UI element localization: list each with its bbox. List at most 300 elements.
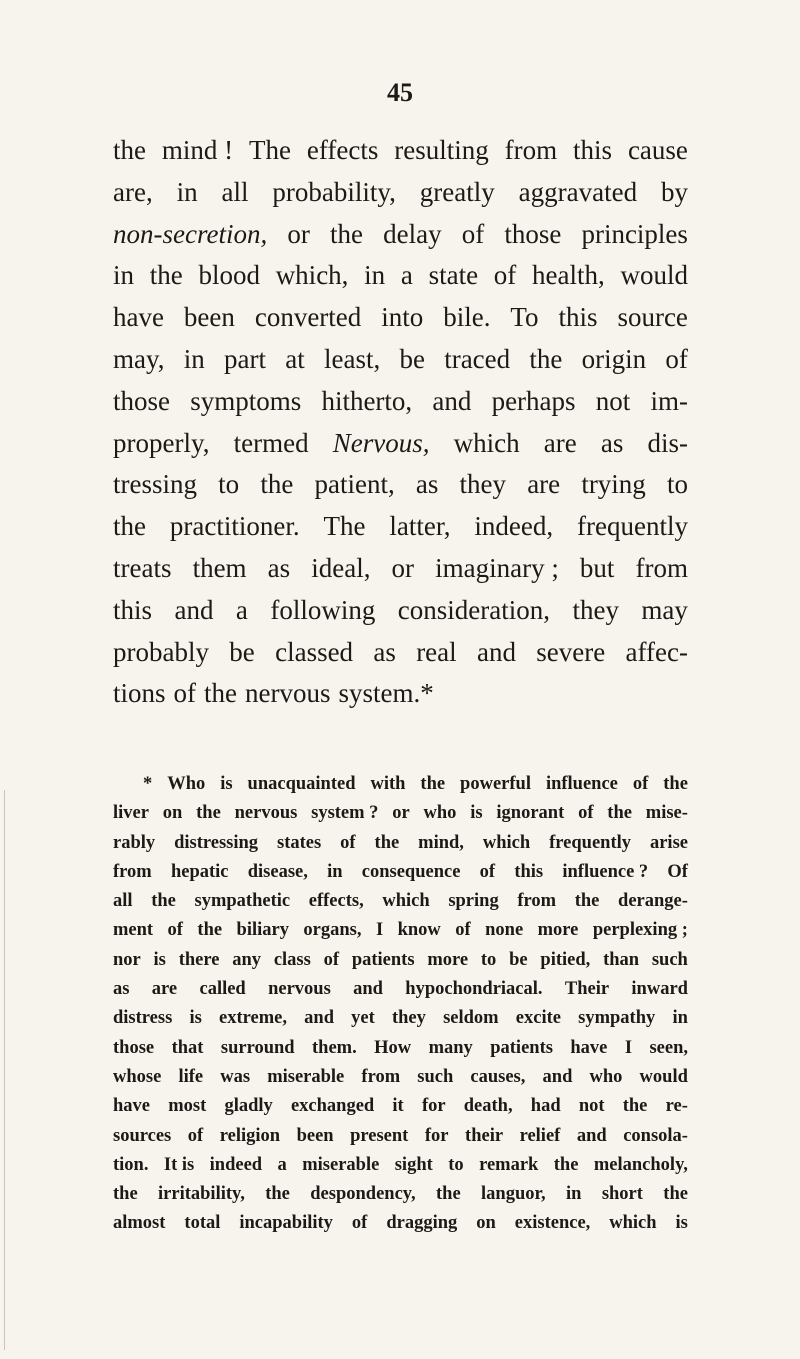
word: the [113,511,146,542]
word: blood [198,260,260,291]
footnote-line [113,1180,688,1209]
word: death, [463,1096,513,1117]
word: they [459,469,507,500]
word: or [392,803,410,824]
word: origin [581,343,647,374]
word: by [660,176,688,207]
word: The [323,511,366,542]
word: in [113,260,135,291]
word: distress [113,1008,173,1029]
word: of [479,861,496,882]
word: consequence [361,861,461,882]
word: of [578,803,594,824]
word: of [173,678,197,709]
word: this [558,302,598,333]
word: tion. [113,1154,149,1175]
footnote-line [113,1063,688,1092]
word: a [235,594,248,625]
word: sympathy [578,1008,656,1029]
word: re- [665,1096,688,1117]
word: not [578,1096,605,1117]
word: from [113,861,152,882]
word: short [601,1184,643,1205]
word: the [663,1184,688,1205]
footnote-line [113,1092,688,1121]
word: yet [351,1008,375,1029]
word: in [183,343,205,374]
word: existence, [514,1213,591,1234]
word: the [151,891,176,912]
word: at [285,343,305,374]
footnote-line [113,916,688,945]
word: total [184,1213,221,1234]
word: a [277,1154,287,1175]
word: than [603,949,640,970]
word: for [421,1096,446,1117]
word: part [224,343,266,374]
word: in [672,1008,688,1029]
word: as [600,427,624,458]
word: present [350,1125,409,1146]
word: was [220,1066,251,1087]
word: effects, [308,891,364,912]
body-line [113,172,688,214]
word: on [476,1213,496,1234]
word: I [375,920,384,941]
word: the [204,678,238,709]
word: surround [220,1037,295,1058]
word: most [168,1096,207,1117]
word: non-secretion, [113,218,268,249]
body-line [113,464,688,506]
word: mind, [418,832,464,853]
body-line [113,339,688,381]
word: such [417,1066,454,1087]
word: life [178,1066,204,1087]
word: those [113,385,170,416]
word: as [415,469,439,500]
word: bile. [443,302,491,333]
word: I [624,1037,633,1058]
word: latter, [389,511,451,542]
word: nervous [245,678,331,709]
word: from [635,552,688,583]
word: and [353,979,383,1000]
word: relief [519,1125,561,1146]
word: dragging [386,1213,458,1234]
word: ignorant [496,803,565,824]
word: are [543,427,577,458]
word: may, [113,343,165,374]
word: liver [113,803,149,824]
footnote-line [113,1004,688,1033]
word: Their [564,979,610,1000]
word: real [416,636,457,667]
word: affec- [625,636,688,667]
body-line [113,214,688,256]
word: or [287,218,310,249]
word: influence ? [562,861,649,882]
word: following [270,594,376,625]
word: the [529,343,563,374]
word: or [391,552,415,583]
word: of [455,920,471,941]
word: unacquainted [247,774,356,794]
word: hepatic [170,861,229,882]
word: of [351,1213,368,1234]
word: them [192,552,247,583]
word: hitherto, [321,385,413,416]
word: tions [113,678,166,709]
footnote-line [113,946,688,975]
body-line [113,673,688,715]
word: the [622,1096,648,1117]
word: in [176,176,198,207]
word: may [641,594,688,625]
word: is [675,1213,688,1234]
word: consideration, [397,594,551,625]
body-line [113,506,688,548]
word: religion [219,1125,281,1146]
body-line [113,590,688,632]
word: of [323,949,340,970]
word: know [397,920,441,941]
word: as [113,979,130,1000]
word: are, [113,176,153,207]
word: aggravated [518,176,638,207]
word: seen, [649,1037,688,1058]
word: the [607,803,632,824]
word: with [370,774,406,794]
word: be [229,636,255,667]
word: causes, [470,1066,526,1087]
word: but [579,552,615,583]
word: have [113,302,164,333]
word: principles [581,218,688,249]
word: health, [532,260,605,291]
word: incapability [239,1213,333,1234]
word: from [517,891,557,912]
word: patients [490,1037,553,1058]
word: and [174,594,214,625]
word: How [374,1037,412,1058]
word: frequently [549,832,632,853]
word: resulting [394,135,489,165]
word: sight [394,1154,433,1175]
word: organs, [303,920,362,941]
word: is [220,774,233,794]
word: the [113,135,146,165]
word: ideal, [311,552,371,583]
footnote-line [113,1122,688,1151]
word: exchanged [290,1096,375,1117]
word: pitied, [540,949,591,970]
word: this [573,135,613,165]
word: into [381,302,424,333]
word: been [183,302,235,333]
word: from [504,135,558,165]
footnote-line [113,829,688,858]
word: perhaps [491,385,576,416]
word: the [149,260,183,291]
word: probability, [272,176,396,207]
word: seldom [443,1008,499,1029]
word: probably [113,636,209,667]
word: the [265,1184,290,1205]
word: many [428,1037,473,1058]
word: nervous [234,803,298,824]
word: nervous [268,979,331,1000]
word: languor, [481,1184,546,1205]
word: severe [536,636,606,667]
word: irritability, [158,1184,245,1205]
word: a [400,260,413,291]
word: of [632,774,649,794]
word: patients [351,949,415,970]
word: them. [312,1037,357,1058]
footnote-line [113,887,688,916]
word: consola- [623,1125,688,1146]
word: effects [306,135,379,165]
word: extreme, [219,1008,287,1029]
word: their [465,1125,504,1146]
word: are [527,469,561,500]
word: have [570,1037,608,1058]
word: imaginary ; [435,552,559,583]
word: excite [515,1008,561,1029]
word: state [428,260,479,291]
word: more [537,920,579,941]
word: is [153,949,166,970]
word: frequently [577,511,688,542]
word: the [113,1184,138,1205]
footnote-line [113,799,688,828]
word: sources [113,1125,172,1146]
word: be [509,949,528,970]
word: the [196,803,221,824]
word: had [530,1096,561,1117]
word: this [514,861,544,882]
word: remark [479,1154,539,1175]
word: greatly [419,176,495,207]
word: it [392,1096,404,1117]
word: patient, [314,469,395,500]
word: all [113,891,133,912]
word: rably [113,832,156,853]
word: disease, [247,861,308,882]
word: derange- [618,891,688,912]
word: despondency, [310,1184,416,1205]
body-line [113,130,688,172]
word: for [424,1125,449,1146]
word: of [187,1125,204,1146]
page-edge-line [4,790,5,1350]
word: who [423,803,457,824]
word: the [436,1184,461,1205]
word: such [651,949,688,970]
word: converted [254,302,362,333]
word: termed [233,427,309,458]
word: of [665,343,688,374]
word: would [620,260,688,291]
word: powerful [460,774,531,794]
word: arise [649,832,688,853]
word: Of [667,861,688,882]
word: to [218,469,240,500]
body-text [113,130,688,715]
word: to [448,1154,464,1175]
word: any [232,949,262,970]
word: and [542,1066,573,1087]
word: there [178,949,220,970]
word: which, [275,260,349,291]
word: mise- [645,803,688,824]
footnote-line [113,858,688,887]
word: of [493,260,517,291]
body-line [113,297,688,339]
word: and [576,1125,607,1146]
word: traced [444,343,511,374]
word: almost [113,1213,166,1234]
body-line [113,548,688,590]
word: inward [631,979,688,1000]
word: which [453,427,520,458]
word: is [470,803,483,824]
word: in [327,861,343,882]
word: the [374,832,400,853]
word: this [113,594,153,625]
word: would [639,1066,688,1087]
word: trying [581,469,646,500]
word: system ? [311,803,379,824]
word: indeed [209,1154,263,1175]
word: which [382,891,430,912]
word: im- [650,385,688,416]
word: the [329,218,363,249]
word: be [399,343,425,374]
word: practitioner. [169,511,300,542]
word: none [485,920,524,941]
word: more [427,949,469,970]
footnote-line [113,1151,688,1180]
word: gladly [224,1096,273,1117]
body-line [113,381,688,423]
word: source [617,302,688,333]
word: biliary [236,920,289,941]
word: all [221,176,249,207]
word: dis- [647,427,688,458]
word: to [480,949,497,970]
word: not [595,385,631,416]
word: * [143,774,153,794]
word: mind ! [161,135,234,165]
word: It is [163,1154,195,1175]
word: in [364,260,386,291]
body-line [113,423,688,465]
word: as [373,636,396,667]
word: distressing [174,832,259,853]
word: sympathetic [194,891,291,912]
word: spring [448,891,499,912]
word: have [113,1096,150,1117]
word: they [391,1008,426,1029]
word: they [572,594,619,625]
word: the [197,920,223,941]
word: states [277,832,322,853]
word: ment [113,920,154,941]
word: class [273,949,311,970]
word: least, [323,343,381,374]
word: been [296,1125,334,1146]
word: on [162,803,183,824]
footnote-line [113,770,688,799]
word: the [574,891,600,912]
footnote-line [113,975,688,1004]
word: Nervous, [332,427,430,458]
word: of [167,920,183,941]
word: miserable [267,1066,345,1087]
word: called [199,979,246,1000]
word: indeed, [474,511,554,542]
word: from [361,1066,401,1087]
word: the [663,774,688,794]
word: those [504,218,562,249]
word: the [260,469,294,500]
word: to [666,469,688,500]
word: The [249,135,292,165]
word: melancholy, [593,1154,688,1175]
word: and [304,1008,334,1029]
footnote-line [113,1209,688,1238]
body-line [113,255,688,297]
word: who [589,1066,623,1087]
word: To [510,302,539,333]
word: miserable [302,1154,380,1175]
word: hypochondriacal. [405,979,543,1000]
word: classed [275,636,354,667]
word: of [340,832,356,853]
word: the [553,1154,579,1175]
word: symptoms [190,385,302,416]
word: those [113,1037,155,1058]
word: is [189,1008,202,1029]
word: tressing [113,469,197,500]
word: perplexing ; [592,920,688,941]
word: are [151,979,178,1000]
footnote-line [113,1034,688,1063]
word: delay [383,218,442,249]
word: whose [113,1066,162,1087]
word: cause [627,135,688,165]
word: and [432,385,472,416]
word: properly, [113,427,210,458]
word: system.* [338,678,434,709]
word: as [267,552,291,583]
word: and [476,636,516,667]
word: which [482,832,531,853]
word: which [609,1213,657,1234]
word: that [171,1037,204,1058]
body-line [113,632,688,674]
word: nor [113,949,141,970]
word: the [420,774,446,794]
word: of [461,218,485,249]
word: influence [545,774,618,794]
word: treats [113,552,172,583]
page-number: 45 [387,78,413,107]
footnote [113,770,688,1239]
word: in [566,1184,582,1205]
